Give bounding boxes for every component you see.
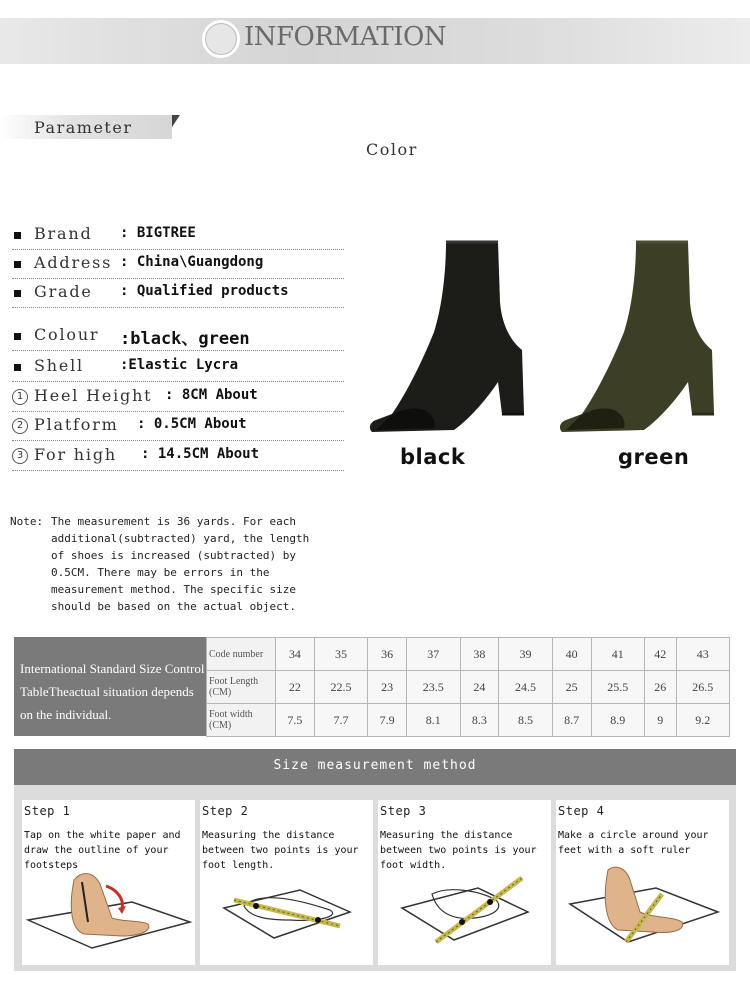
table-cell: 25 [552, 671, 591, 704]
step-4-card [556, 800, 729, 965]
table-cell: 25.5 [591, 671, 644, 704]
spec-key: Colour [34, 325, 100, 344]
step-label: Step 3 [380, 804, 427, 818]
spec-value: : 14.5CM About [141, 446, 260, 462]
spec-key: Brand [34, 224, 93, 243]
step-label: Step 1 [24, 804, 71, 818]
row-header: Foot Length (CM) [207, 671, 276, 704]
table-cell: 24 [460, 671, 499, 704]
bullet-square-icon [14, 364, 21, 371]
spec-value: :black、green [120, 329, 250, 349]
spec-value: : China\Guangdong [120, 254, 264, 270]
table-cell: 23 [368, 671, 407, 704]
spec-value: :Elastic Lycra [120, 357, 239, 373]
table-cell: 34 [276, 638, 315, 671]
table-cell: 36 [368, 638, 407, 671]
step-3-card [378, 800, 551, 965]
spec-value: : 0.5CM About [137, 416, 247, 432]
spec-row-heel-height [12, 385, 344, 412]
table-cell: 9 [645, 704, 677, 737]
spec-row-brand [12, 223, 344, 250]
table-row [207, 638, 730, 671]
step-label: Step 2 [202, 804, 249, 818]
table-cell: 8.3 [460, 704, 499, 737]
table-cell: 26.5 [676, 671, 729, 704]
table-cell: 8.9 [591, 704, 644, 737]
table-cell: 9.2 [676, 704, 729, 737]
circled-number-icon: 1 [12, 389, 28, 405]
spec-key: Heel Height [34, 386, 153, 405]
bullet-square-icon [14, 232, 21, 239]
spec-row-colour [12, 324, 344, 351]
foot-width-illustration [378, 860, 551, 965]
size-table [206, 637, 730, 737]
page-title: INFORMATION [244, 22, 447, 52]
table-cell: 42 [645, 638, 677, 671]
step-2-card [200, 800, 373, 965]
table-cell: 24.5 [499, 671, 552, 704]
green-boot-image [552, 232, 722, 442]
product-label-green: green [618, 445, 690, 469]
table-cell: 37 [407, 638, 460, 671]
table-cell: 7.5 [276, 704, 315, 737]
table-cell: 39 [499, 638, 552, 671]
spec-row-for-high [12, 444, 344, 471]
table-cell: 38 [460, 638, 499, 671]
spec-row-platform [12, 414, 344, 441]
table-cell: 26 [645, 671, 677, 704]
table-cell: 22 [276, 671, 315, 704]
table-cell: 22.5 [314, 671, 367, 704]
product-label-black: black [400, 445, 466, 469]
table-cell: 23.5 [407, 671, 460, 704]
table-cell: 7.7 [314, 704, 367, 737]
spec-row-grade [12, 281, 344, 308]
size-table-title: International Standard Size Control TableTheactual situation depends on the individual. [20, 661, 205, 722]
step-label: Step 4 [558, 804, 605, 818]
table-row [207, 704, 730, 737]
table-cell: 8.1 [407, 704, 460, 737]
step-description: Tap on the white paper and draw the outline of your footsteps [24, 830, 181, 871]
note-text: The measurement is 36 yards. For each additional(subtracted) yard, the length of shoes is increased (subtracted) by 0.5CM. There may be errors in the measurement method. The specific size should be based on the actual object. [51, 515, 310, 613]
row-header: Code number [207, 638, 276, 671]
step-description: Measuring the distance between two points is your foot width. [380, 830, 537, 871]
spec-row-address [12, 252, 344, 279]
parameter-label: Parameter [34, 118, 133, 137]
black-boot-image [362, 232, 532, 442]
note-prefix: Note: [10, 515, 44, 528]
table-cell: 8.5 [499, 704, 552, 737]
spec-value: : 8CM About [165, 387, 258, 403]
row-header: Foot width (CM) [207, 704, 276, 737]
spec-key: Address [34, 253, 113, 272]
measurement-title: Size measurement method [273, 758, 477, 773]
step-description: Make a circle around your feet with a soft ruler [558, 830, 709, 856]
foot-length-illustration [200, 860, 373, 965]
bullet-square-icon [14, 261, 21, 268]
table-cell: 35 [314, 638, 367, 671]
bullet-square-icon [14, 333, 21, 340]
table-cell: 7.9 [368, 704, 407, 737]
spec-value: : Qualified products [120, 283, 289, 299]
bullet-square-icon [14, 290, 21, 297]
spec-row-shell [12, 355, 344, 382]
spec-key: For high [34, 445, 117, 464]
table-cell: 41 [591, 638, 644, 671]
circled-number-icon: 3 [12, 448, 28, 464]
table-cell: 43 [676, 638, 729, 671]
spec-key: Platform [34, 415, 119, 434]
step-description: Measuring the distance between two points is your foot length. [202, 830, 359, 871]
table-cell: 8.7 [552, 704, 591, 737]
step-1-card [22, 800, 195, 965]
foot-circumference-illustration [556, 860, 729, 965]
circled-number-icon: 2 [12, 418, 28, 434]
circle-icon [202, 20, 240, 58]
tab-notch-icon [172, 115, 180, 127]
spec-key: Grade [34, 282, 93, 301]
spec-key: Shell [34, 356, 84, 375]
spec-value: : BIGTREE [120, 225, 196, 241]
table-cell: 40 [552, 638, 591, 671]
foot-outline-illustration [22, 860, 195, 965]
table-row [207, 671, 730, 704]
color-heading: Color [366, 140, 418, 159]
